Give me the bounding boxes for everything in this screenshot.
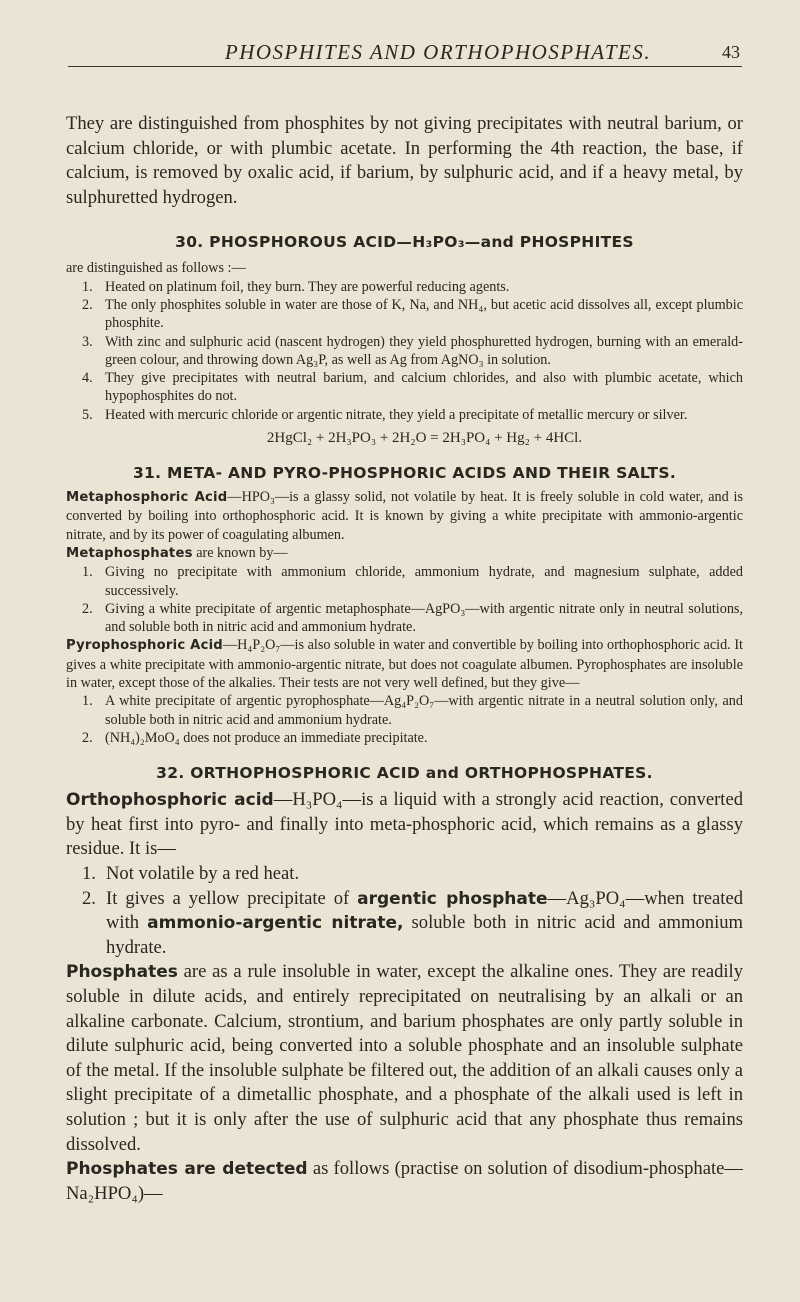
item-number: 3.: [82, 333, 93, 350]
section-31-heading: 31. META- AND PYRO-PHOSPHORIC ACIDS AND THEIR SALTS.: [132, 464, 677, 483]
item-text: Not volatile by a red heat.: [106, 862, 300, 884]
list-item: [66, 563, 743, 600]
item-number: 2.: [82, 296, 93, 313]
item-number: 2.: [82, 600, 93, 617]
section-30-heading: 30. PHOSPHOROUS ACID—H₃PO₃—and PHOSPHITES: [175, 233, 634, 252]
orthophosphoric-list: [66, 862, 743, 960]
item-number: 2.: [82, 729, 93, 746]
phosphates-text: are as a rule insoluble in water, except the alkaline ones. They are readily soluble in dilute acids, and entirely reprecipitated on neutralising by an alkali or an alkaline carbonate. Calcium, strontium, and barium phosphates are only partly soluble in dilute sulphuric acid, being converted into a soluble phosphate and an insoluble sulphate of the metal. If the insoluble sulphate be filtered out, the addition of an alkali causes only a slight precipitate of a dimetallic phosphate, and a phosphate of the alkali used is left in solution ; but it is only after the use of sulphuric acid that any phosphate thus remains dissolved.: [66, 961, 743, 1155]
item-number: 5.: [82, 406, 93, 423]
term-metaphosphates: Metaphosphates: [66, 545, 193, 561]
list-item: [66, 862, 743, 887]
page-header: [68, 36, 742, 67]
term-phosphates: Phosphates: [66, 962, 178, 983]
term-pyrophosphoric-acid: Pyrophosphoric Acid: [66, 638, 223, 654]
term-metaphosphoric-acid: Metaphosphoric Acid: [66, 490, 228, 506]
item-text: Heated on platinum foil, they burn. They are powerful reducing agents.: [105, 278, 510, 295]
metaphosphates-text: are known by—: [192, 544, 288, 561]
item-number: 2.: [82, 887, 96, 909]
item-text: The only phosphites soluble in water are those of K, Na, and NH₄, but acetic acid dissolves all, except plumbic phosphite.: [105, 296, 743, 332]
term-orthophosphoric-acid: Orthophosphoric acid: [66, 790, 274, 811]
item-text-part: —Ag₃PO₄—when treated with: [106, 887, 744, 934]
list-item: [66, 406, 743, 424]
item-text-part: It gives a yellow precipitate of: [106, 887, 358, 909]
list-item: [66, 729, 743, 747]
term-phosphates-detected: Phosphates are detected: [66, 1159, 308, 1180]
orthophosphoric-paragraph: [66, 788, 743, 862]
section-30-list: [66, 278, 743, 424]
item-number: 1.: [82, 278, 93, 295]
metaphosphoric-text: —HPO₃—is a glassy solid, not volatile by heat. It is freely soluble in cold water, and is converted by boiling into orthophosphoric acid. It is known by giving a white precipitate with ammonio-argentic nitrate, and by its power of coagulating albumen.: [66, 489, 743, 543]
item-text: [106, 887, 743, 961]
item-number: 1.: [82, 693, 93, 710]
list-item: [66, 600, 743, 637]
item-number: 4.: [82, 370, 93, 387]
page-content: [66, 112, 743, 1206]
list-item: [66, 887, 743, 961]
item-number: 1.: [82, 862, 96, 884]
pyrophosphates-list: [66, 692, 743, 747]
list-item: [66, 333, 743, 370]
item-text-part: soluble both in nitric acid and ammonium hydrate.: [106, 912, 743, 958]
item-number: 1.: [82, 564, 93, 581]
section-30-lead: are distinguished as follows :—: [66, 260, 246, 277]
list-item: [66, 692, 743, 729]
section-32-heading: 32. ORTHOPHOSPHORIC ACID and ORTHOPHOSPHATES.: [156, 764, 653, 783]
item-text: Heated with mercuric chloride or argentic nitrate, they yield a precipitate of metallic mercury or silver.: [105, 406, 688, 423]
list-item: [66, 278, 743, 296]
list-item: [66, 369, 743, 406]
item-text: A white precipitate of argentic pyrophosphate—Ag₄P₂O₇—with argentic nitrate in a neutral solution only, and soluble both in nitric acid and ammonium hydrate.: [105, 693, 743, 728]
phosphates-paragraph: [66, 960, 743, 1157]
running-title: PHOSPHITES AND ORTHOPHOSPHATES.: [224, 40, 652, 64]
page-number: 43: [722, 42, 740, 62]
item-text: With zinc and sulphuric acid (nascent hydrogen) they yield phosphuretted hydrogen, burning with an emerald-green colour, and throwing down Ag₃P, as well as Ag from AgNO₃ in solution.: [105, 333, 743, 368]
pyrophosphoric-text: —H₄P₂O₇—is also soluble in water and convertible by boiling into orthophosphoric acid. It gives a white precipitate with ammonio-argentic nitrate, but does not coagulate albumen. Pyrophosphates are insoluble in water, except those of the alkalies. Their tests are not very well defined, but they give—: [66, 637, 743, 692]
pyrophosphoric-paragraph: [66, 636, 743, 692]
chemical-equation: 2HgCl₂ + 2H₃PO₃ + 2H₂O = 2H₃PO₄ + Hg₂ + 4HCl.: [266, 430, 583, 447]
list-item: [66, 296, 743, 333]
intro-paragraph: They are distinguished from phosphites by not giving precipitates with neutral barium, or calcium chloride, or with plumbic acetate. In performing the 4th reaction, the base, if calcium, is removed by oxalic acid, if barium, by sulphuric acid, and if a heavy metal, by sulphuretted hydrogen.: [66, 113, 743, 208]
orthophosphoric-text: —H₃PO₄—is a liquid with a strongly acid reaction, converted by heat first into pyro- and finally into meta-phosphoric acid, which remains as a glassy residue. It is—: [66, 789, 744, 860]
metaphosphates-lead: [66, 544, 743, 563]
detection-paragraph: [66, 1157, 743, 1206]
term-ammonio-argentic-nitrate: ammonio-argentic nitrate,: [147, 913, 404, 934]
item-text: Giving no precipitate with ammonium chloride, ammonium hydrate, and magnesium sulphate, added successively.: [105, 564, 743, 599]
item-text: They give precipitates with neutral barium, and calcium chlorides, and also with plumbic acetate, which hypophosphites do not.: [105, 370, 743, 405]
metaphosphates-list: [66, 563, 743, 636]
detection-text: as follows (practise on solution of disodium-phosphate—Na₂HPO₄)—: [66, 1158, 743, 1204]
metaphosphoric-paragraph: [66, 488, 743, 544]
item-text: (NH₄)₂MoO₄ does not produce an immediate precipitate.: [105, 729, 428, 746]
item-text: Giving a white precipitate of argentic metaphosphate—AgPO₃—with argentic nitrate only in neutral solutions, and soluble both in nitric acid and ammonium hydrate.: [105, 600, 743, 636]
term-argentic-phosphate: argentic phosphate: [357, 888, 548, 909]
